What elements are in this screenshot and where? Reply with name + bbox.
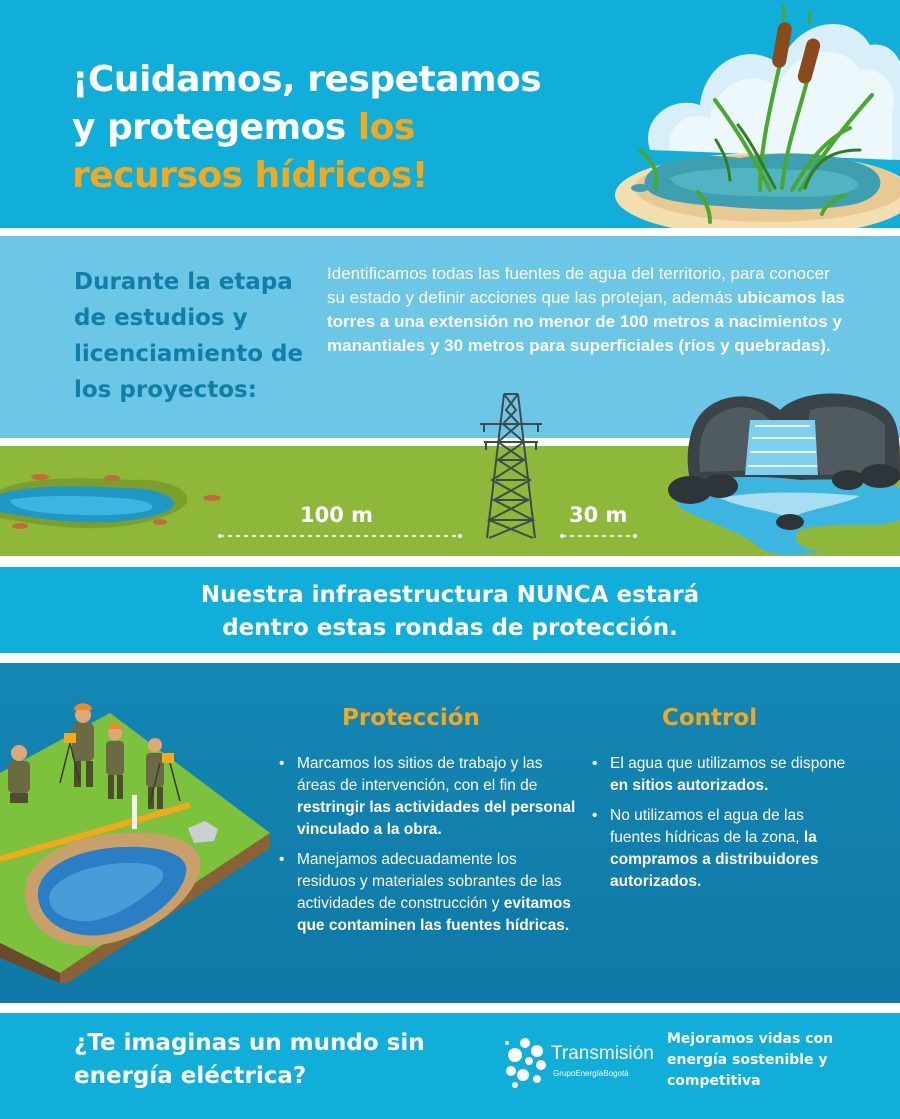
control-item-text: El agua que utilizamos se dispone [610,755,846,772]
proteccion-title: Protección [342,705,480,731]
control-item [590,753,850,797]
transmision-logo [503,1035,653,1095]
brand-subtitle: GrupoEnergíaBogotá [553,1069,629,1078]
proteccion-item-text: Manejamos adecuadamente los residuos y materiales sobrantes de las actividades de construcción y [297,851,562,912]
footer [0,1013,900,1119]
proteccion-item-text: Marcamos los sitios de trabajo y las áreas de intervención, con el fin de [297,755,543,794]
intro-title: Durante la etapa de estudios y licenciamiento de los proyectos: [74,269,304,403]
statement-line1: Nuestra infraestructura NUNCA estará [200,582,700,608]
intro-text-bold: ubicamos las torres a una extensión no menor de 100 metros a nacimientos y manantiales y 30 metros para superficiales (ríos y quebradas). [327,288,845,355]
control-title: Control [662,705,758,731]
proteccion-list [277,753,577,945]
control-item-bold: la compramos a distribuidores autorizados. [610,829,819,890]
proteccion-item-bold: restringir las actividades del personal vinculado a la obra. [297,799,576,838]
control-item-bold: en sitios autorizados. [610,777,769,794]
distance-label-30m: 30 m [569,503,628,527]
title-highlight-1: los [357,107,415,148]
intro-text-regular: Identificamos todas las fuentes de agua del territorio, para conocer su estado y definir acciones que las protejan, además [327,264,830,307]
title-highlight-2: recursos hídricos! [72,155,428,196]
control-item [590,805,850,893]
surveyors-illustration [0,683,270,983]
control-item-text: No utilizamos el agua de las fuentes hídricas de la zona, [610,807,804,846]
header [0,0,900,228]
intro-text [327,262,847,358]
page-title [72,56,632,200]
divider [0,228,900,236]
pond-cattails-illustration [610,0,900,228]
distance-label-100m: 100 m [300,503,374,527]
distance-scene [0,380,900,560]
proteccion-item [277,753,577,841]
brand-name: Transmisión [551,1043,654,1064]
title-line1: ¡Cuidamos, respetamos [72,59,542,100]
statement-line2: dentro estas rondas de protección. [222,615,678,641]
divider [0,1003,900,1013]
statement-band [0,567,900,653]
statement-text [0,579,900,645]
control-list [590,753,850,901]
footer-question: ¿Te imaginas un mundo sin energía eléctrica? [74,1030,425,1089]
transmision-logo-icon [503,1035,551,1091]
proteccion-item-bold: evitamos que contaminen las fuentes hídricas. [297,895,571,934]
footer-tagline: Mejoramos vidas con energía sostenible y competitiva [667,1031,834,1089]
proteccion-item [277,849,577,937]
title-line2: y protegemos [72,107,358,148]
measures-section [0,663,900,1003]
